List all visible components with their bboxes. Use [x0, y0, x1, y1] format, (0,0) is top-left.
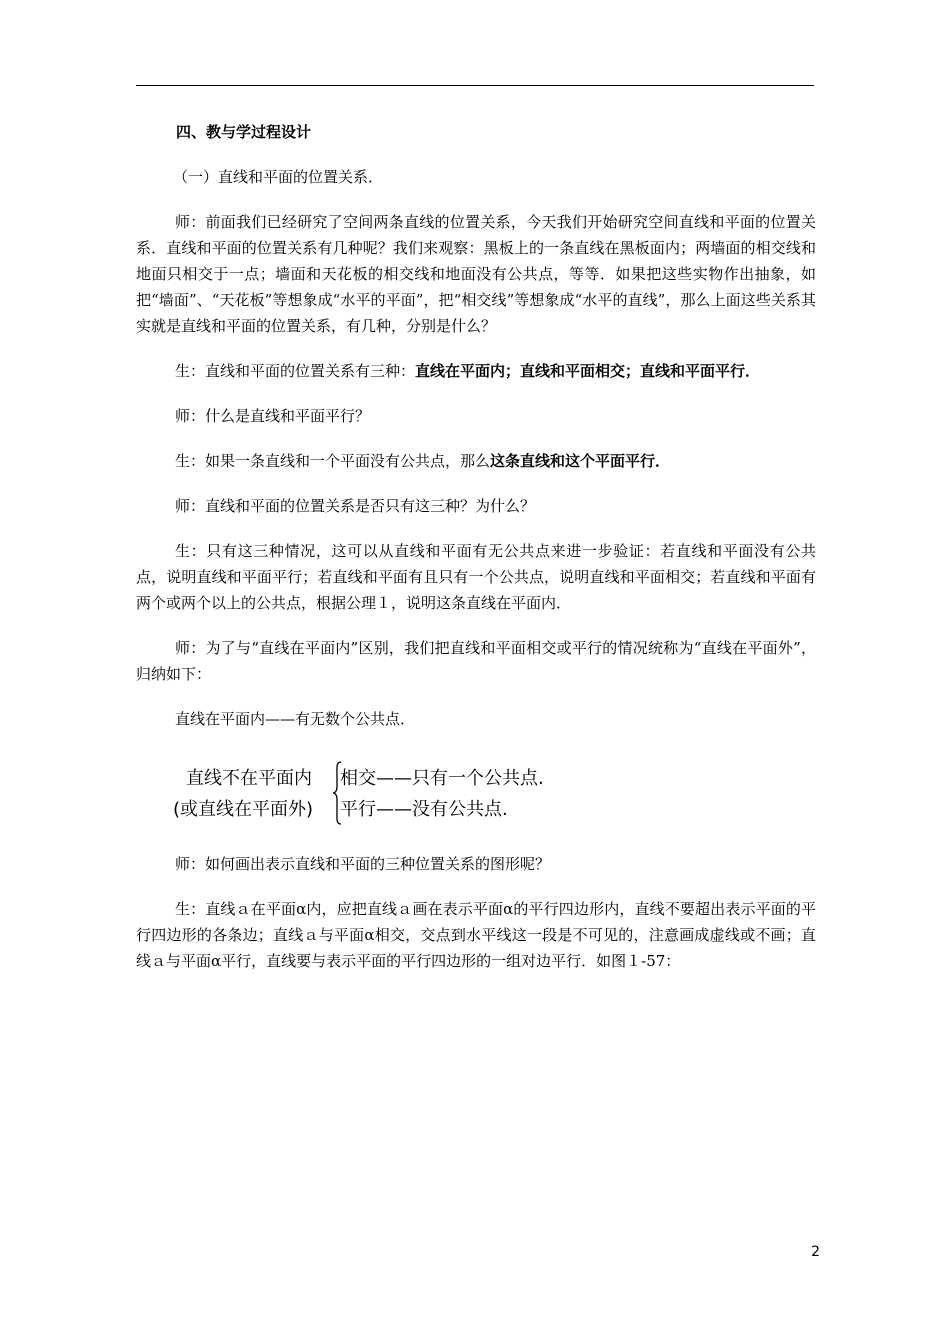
paragraph-teacher-question-drawing: 师：如何画出表示直线和平面的三种位置关系的图形呢？ — [175, 855, 551, 873]
paragraph-student-drawing-method: 生：直线ａ在平面α内，应把直线ａ画在表示平面α的平行四边形内，直线不要超出表示平面的平行四边形的各条边；直线ａ与平面α相交，交点到水平线这一段是不可见的，注意画成虚线或不画；直线ａ与平面α平行，直线要与表示平面的平行四边形的一组对边平行．如图１-57： — [136, 900, 816, 970]
document-body — [136, 119, 816, 993]
section-heading: 四、教与学过程设计 — [176, 123, 312, 141]
brace-left-labels — [173, 763, 313, 825]
paragraph-teacher-question-parallel: 师：什么是直线和平面平行？ — [175, 407, 371, 425]
header-rule — [136, 85, 814, 86]
paragraph-line-in-plane: 直线在平面内——有无数个公共点． — [175, 710, 416, 728]
brace-left-line2: (或直线在平面外) — [173, 799, 314, 820]
classification-brace-block — [136, 751, 816, 843]
brace-right-line1: 相交——只有一个公共点. — [340, 768, 544, 789]
paragraph-student-verification: 生：只有这三种情况，这可以从直线和平面有无公共点来进一步验证：若直线和平面没有公共点，说明直线和平面平行；若直线和平面有且只有一个公共点，说明直线和平面相交；若直线和平面有两个或两个以上的公共点，根据公理１，说明这条直线在平面内． — [136, 542, 816, 612]
paragraph-teacher-question-only-three: 师：直线和平面的位置关系是否只有这三种？为什么？ — [175, 497, 536, 515]
paragraph-prefix: 生：如果一条直线和一个平面没有公共点，那么 — [175, 452, 491, 470]
paragraph-student-definition — [136, 448, 816, 474]
brace-right-line2: 平行——没有公共点. — [340, 799, 508, 820]
brace-left-line1: 直线不在平面内 — [186, 768, 312, 789]
paragraph-student-three-relations — [136, 358, 816, 384]
paragraph-prefix: 生：直线和平面的位置关系有三种： — [175, 362, 416, 380]
subsection-title: （一）直线和平面的位置关系． — [173, 168, 384, 186]
paragraph-teacher-intro: 师：前面我们已经研究了空间两条直线的位置关系，今天我们开始研究空间直线和平面的位置关系．直线和平面的位置关系有几种呢？我们来观察：黑板上的一条直线在黑板面内；两墙面的相交线和地面只相交于一点；墙面和天花板的相交线和地面没有公共点，等等．如果把这些实物作出抽象，如把“墙面”、“天花板”等想象成“水平的平面”，把“相交线”等想象成“水平的直线”，那么上面这些关系其实就是直线和平面的位置关系，有几种，分别是什么？ — [136, 213, 816, 335]
bold-emphasis: 直线在平面内；直线和平面相交；直线和平面平行． — [415, 362, 761, 380]
paragraph-teacher-summary: 师：为了与“直线在平面内”区别，我们把直线和平面相交或平行的情况统称为“直线在平面外”，归纳如下： — [136, 639, 816, 683]
page-number: 2 — [811, 1244, 820, 1260]
brace-right-labels — [340, 763, 544, 825]
bold-emphasis: 这条直线和这个平面平行． — [490, 452, 671, 470]
